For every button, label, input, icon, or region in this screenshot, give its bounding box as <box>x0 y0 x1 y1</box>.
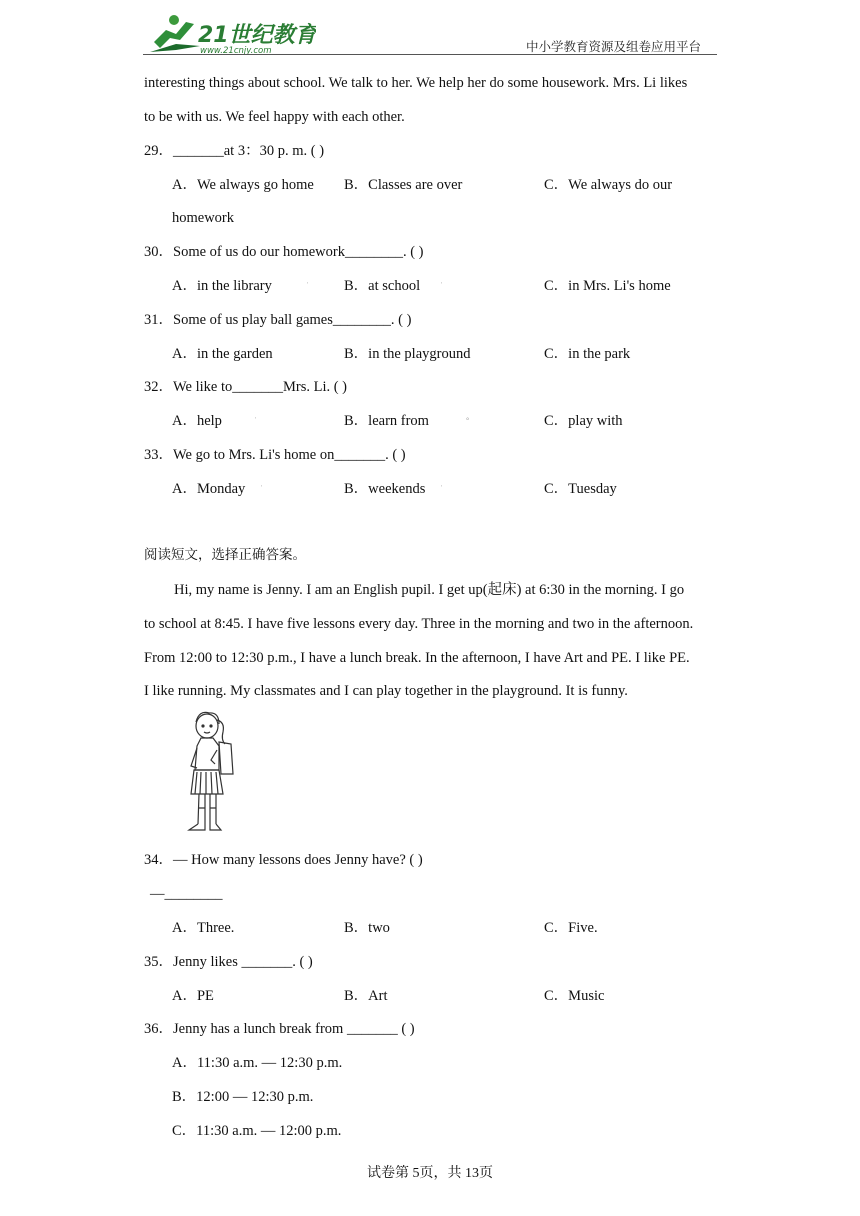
header-divider <box>143 54 717 55</box>
platform-name: 中小学教育资源及组卷应用平台 <box>526 39 702 54</box>
question-33-option-a[interactable]: A．Monday <box>172 481 246 497</box>
jenny-passage-line-2: to school at 8:45. I have five lessons every day. Three in the morning and two in the afternoon. <box>144 616 694 632</box>
question-32-option-b[interactable]: B．learn from <box>344 413 429 429</box>
runner-logo-icon <box>146 12 316 56</box>
jenny-passage-line-4: I like running. My classmates and I can play together in the playground. It is funny. <box>144 683 628 699</box>
question-32-option-c[interactable]: C．play with <box>544 413 623 429</box>
stray-mark: ˈ <box>254 416 257 425</box>
section-instruction: 阅读短文，选择正确答案。 <box>144 547 306 563</box>
question-34-option-a[interactable]: A．Three. <box>172 920 235 936</box>
question-33-option-c[interactable]: C．Tuesday <box>544 481 617 497</box>
question-30-option-c[interactable]: C．in Mrs. Li's home <box>544 278 671 294</box>
question-29-stem: 29．_______at 3：30 p. m. ( ) <box>144 143 325 159</box>
question-35-option-a[interactable]: A．PE <box>172 988 214 1004</box>
jenny-passage-line-1: Hi, my name is Jenny. I am an English pupil. I get up(起床) at 6:30 in the morning. I go <box>174 582 685 598</box>
question-30-option-a[interactable]: A．in the library <box>172 278 272 294</box>
question-35-option-b[interactable]: B．Art <box>344 988 388 1004</box>
question-35-option-c[interactable]: C．Music <box>544 988 605 1004</box>
question-29-option-c-continued: homework <box>172 210 235 226</box>
question-29-option-a[interactable]: A．We always go home <box>172 177 314 193</box>
question-31-option-b[interactable]: B．in the playground <box>344 346 471 362</box>
question-35-stem: 35．Jenny likes _______. ( ) <box>144 954 313 970</box>
question-33-option-b[interactable]: B．weekends <box>344 481 426 497</box>
question-36-option-c[interactable]: C．11:30 a.m. — 12:00 p.m. <box>172 1123 342 1139</box>
question-34-stem: 34．— How many lessons does Jenny have? ( ) <box>144 852 423 868</box>
question-29-option-b[interactable]: B．Classes are over <box>344 177 463 193</box>
question-33-stem: 33．We go to Mrs. Li's home on_______. ( ) <box>144 447 406 463</box>
svg-text:www.21cnjy.com: www.21cnjy.com <box>200 46 272 56</box>
stray-mark: ˈ <box>260 484 263 493</box>
question-32-stem: 32．We like to_______Mrs. Li. ( ) <box>144 379 348 395</box>
question-30-option-b[interactable]: B．at school <box>344 278 421 294</box>
question-31-option-a[interactable]: A．in the garden <box>172 346 273 362</box>
passage-line-1: interesting things about school. We talk to her. We help her do some housework. Mrs. Li likes <box>144 75 688 91</box>
question-34-option-c[interactable]: C．Five. <box>544 920 598 936</box>
stray-mark: ˈ <box>440 281 443 290</box>
question-32-option-a[interactable]: A．help <box>172 413 222 429</box>
jenny-passage-line-3: From 12:00 to 12:30 p.m., I have a lunch break. In the afternoon, I have Art and PE. I like PE. <box>144 650 690 666</box>
page-footer: 试卷第 5页，共 13页 <box>367 1166 493 1181</box>
question-31-option-c[interactable]: C．in the park <box>544 346 631 362</box>
question-36-option-b[interactable]: B．12:00 — 12:30 p.m. <box>172 1089 314 1105</box>
passage-line-2: to be with us. We feel happy with each other. <box>144 109 405 125</box>
stray-mark: ˈ <box>440 484 443 493</box>
girl-with-backpack-illustration <box>181 708 241 836</box>
site-logo <box>146 12 316 56</box>
question-34-option-b[interactable]: B．two <box>344 920 390 936</box>
stray-mark: ° <box>466 416 470 425</box>
question-31-stem: 31．Some of us play ball games________. ( ) <box>144 312 412 328</box>
stray-mark: ˈ <box>306 281 309 290</box>
question-36-stem: 36．Jenny has a lunch break from _______ ( ) <box>144 1021 415 1037</box>
svg-text:21世纪教育: 21世纪教育 <box>198 23 316 48</box>
question-34-answer-line[interactable]: —________ <box>150 886 223 902</box>
question-29-option-c[interactable]: C．We always do our <box>544 177 673 193</box>
question-36-option-a[interactable]: A．11:30 a.m. — 12:30 p.m. <box>172 1055 343 1071</box>
question-30-stem: 30．Some of us do our homework________. ( ) <box>144 244 424 260</box>
